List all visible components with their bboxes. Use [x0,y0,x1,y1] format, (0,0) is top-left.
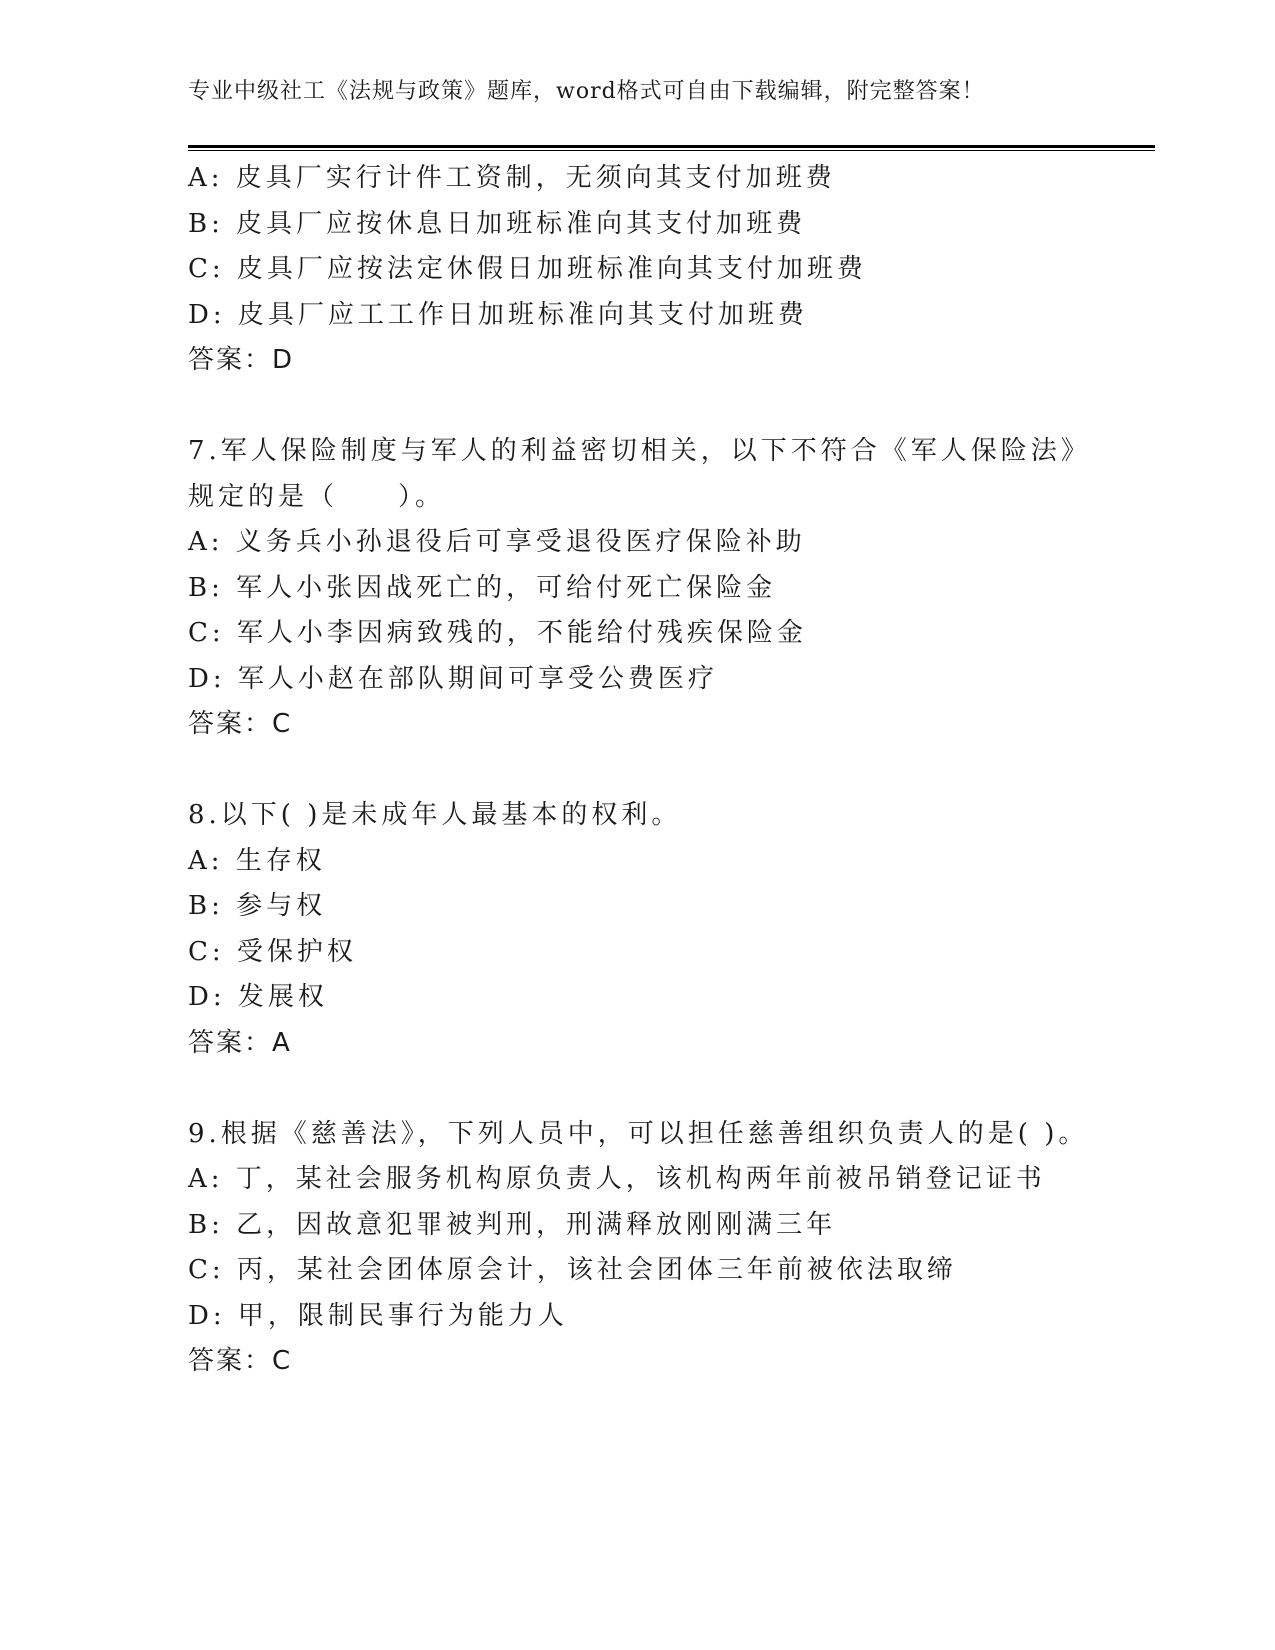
option-c: C: 丙，某社会团体原会计，该社会团体三年前被依法取缔 [188,1255,957,1285]
option-c: C: 受保护权 [188,936,357,967]
spacer [188,1066,1148,1112]
question-8 [188,793,1148,1066]
question-content [188,156,1148,1385]
option-d: D: 甲，限制民事行为能力人 [188,1300,568,1331]
question-stem: 8.以下( )是未成年人最基本的权利。 [188,800,682,830]
option-a: A: 生存权 [188,845,326,876]
option-a: A: 义务兵小孙退役后可享受退役医疗保险补助 [188,527,806,557]
answer: 答案：C [188,1346,293,1376]
question-6-continued [188,156,1148,384]
question-stem: 9.根据《慈善法》，下列人员中，可以担任慈善组织负责人的是( )。 [188,1118,1089,1149]
header-rule-thin [188,150,1155,151]
page-header: 专业中级社工《法规与政策》题库，word格式可自由下载编辑，附完整答案！ [188,79,985,104]
option-c: C: 皮具厂应按法定休假日加班标准向其支付加班费 [188,254,867,284]
option-c: C: 军人小李因病致残的，不能给付残疾保险金 [188,618,807,648]
question-9 [188,1112,1148,1385]
answer: 答案：A [188,1027,292,1058]
spacer [188,748,1148,794]
option-a: A: 丁，某社会服务机构原负责人，该机构两年前被吊销登记证书 [188,1164,1046,1194]
option-b: B: 参与权 [188,891,327,921]
answer: 答案：C [188,709,293,739]
spacer [188,384,1148,430]
header-rule-thick [188,145,1155,148]
option-a: A: 皮具厂实行计件工资制，无须向其支付加班费 [188,163,836,193]
option-d: D: 皮具厂应工工作日加班标准向其支付加班费 [188,299,808,330]
option-d: D: 发展权 [188,982,328,1012]
option-b: B: 皮具厂应按休息日加班标准向其支付加班费 [188,208,807,239]
answer: 答案：D [188,345,295,375]
question-stem: 7.军人保险制度与军人的利益密切相关，以下不符合《军人保险法》 [188,436,1091,466]
option-b: B: 军人小张因战死亡的，可给付死亡保险金 [188,572,777,603]
option-b: B: 乙，因故意犯罪被判刑，刑满释放刚刚满三年 [188,1209,837,1240]
question-stem-continued: 规定的是（ ）。 [188,481,446,512]
option-d: D: 军人小赵在部队期间可享受公费医疗 [188,663,718,694]
question-7 [188,429,1148,748]
